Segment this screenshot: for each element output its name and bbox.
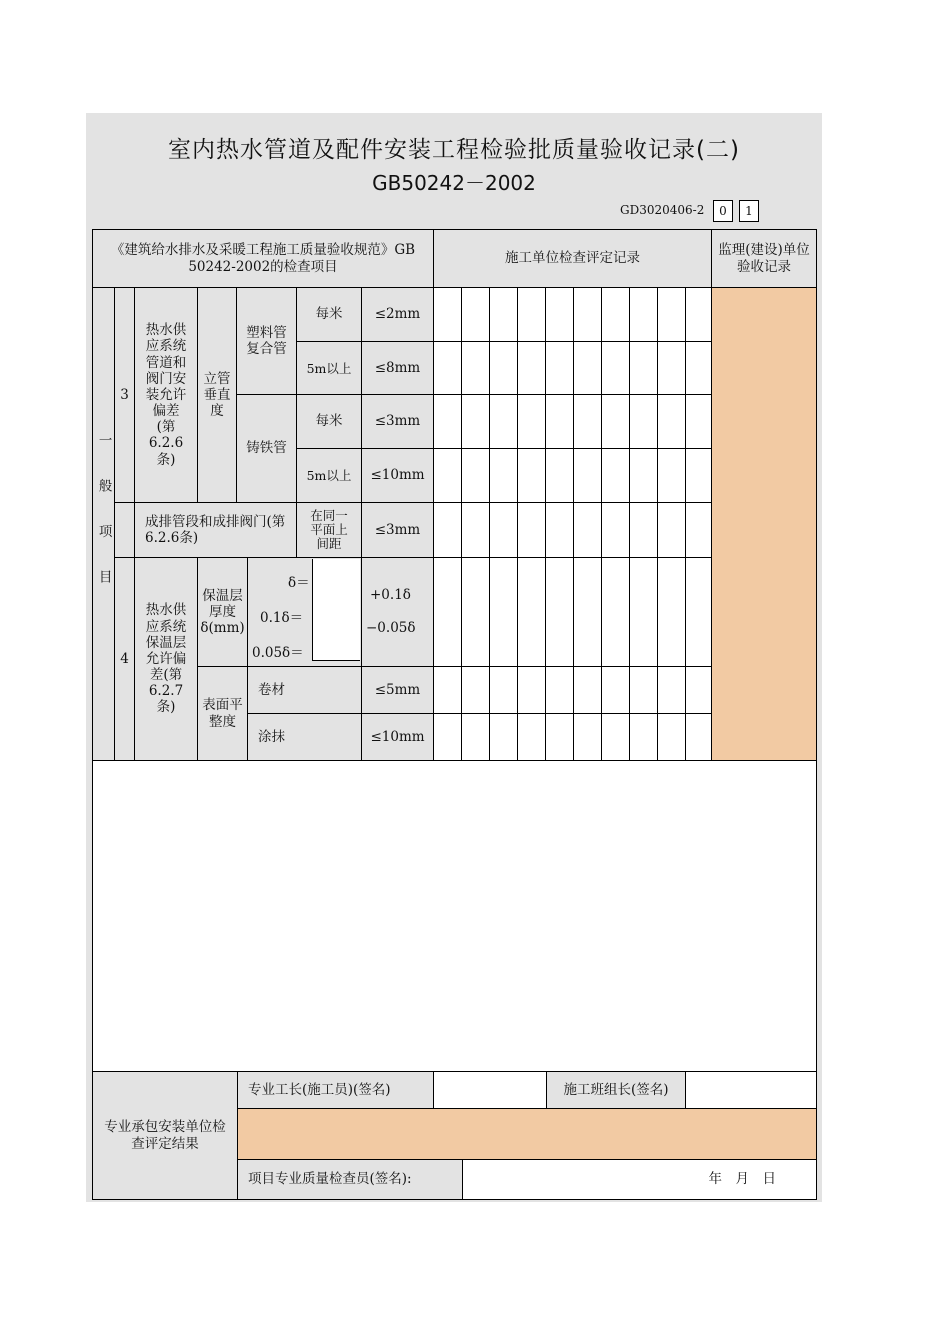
check-cell[interactable] (657, 394, 686, 449)
check-cell[interactable] (517, 713, 546, 762)
item4-name: 热水供应系统保温层允许偏差(第6.2.7条) (134, 557, 198, 761)
paint-coating: 涂抹 (247, 713, 362, 761)
remarks-area[interactable] (92, 760, 817, 1072)
plastic-pipe: 塑料管复合管 (236, 287, 297, 395)
check-cell[interactable] (657, 448, 686, 503)
item3-name: 热水供应系统管道和阀门安装允许偏差(第6.2.6条) (134, 287, 198, 503)
check-cell[interactable] (685, 713, 713, 762)
plastic-over-5m-limit: ≤8mm (361, 341, 434, 395)
cast-per-meter-limit: ≤3mm (361, 394, 434, 449)
check-cell[interactable] (489, 557, 518, 667)
row-pipes-condition: 在同一平面上间距 (296, 502, 362, 558)
check-cell[interactable] (545, 557, 574, 667)
check-cell[interactable] (517, 394, 546, 449)
code-box-2[interactable]: 1 (739, 200, 759, 222)
check-cell[interactable] (629, 394, 658, 449)
delta-input-1[interactable] (312, 559, 360, 593)
check-cell[interactable] (685, 341, 713, 395)
cast-over-5m: 5m以上 (296, 448, 362, 503)
delta-label-1: δ＝ (288, 575, 310, 591)
check-cell[interactable] (517, 502, 546, 558)
check-cell[interactable] (629, 713, 658, 762)
check-cell[interactable] (629, 557, 658, 667)
check-cell[interactable] (517, 448, 546, 503)
check-cell[interactable] (489, 394, 518, 449)
check-cell[interactable] (629, 341, 658, 395)
check-cell[interactable] (685, 394, 713, 449)
check-cell[interactable] (433, 341, 462, 395)
supervision-record[interactable] (711, 287, 817, 761)
check-cell[interactable] (685, 502, 713, 558)
inspector-label: 项目专业质量检查员(签名): (237, 1159, 463, 1200)
date-label: 年 月 日 (708, 1171, 776, 1188)
check-cell[interactable] (573, 287, 602, 342)
check-cell[interactable] (517, 341, 546, 395)
tolerance-plus: +0.1δ (370, 587, 411, 603)
foreman-signature[interactable] (433, 1071, 547, 1109)
check-cell[interactable] (545, 341, 574, 395)
check-cell[interactable] (657, 557, 686, 667)
foreman-label: 专业工长(施工员)(签名) (237, 1071, 434, 1109)
check-cell[interactable] (657, 502, 686, 558)
check-cell[interactable] (601, 394, 630, 449)
insulation-thickness: 保温层厚度δ(mm) (197, 557, 248, 667)
plastic-per-meter-limit: ≤2mm (361, 287, 434, 342)
check-cell[interactable] (657, 666, 686, 714)
check-cell[interactable] (433, 666, 462, 714)
check-cell[interactable] (433, 448, 462, 503)
item4-number: 4 (114, 557, 135, 761)
thickness-tolerance (361, 557, 434, 667)
roll-material: 卷材 (247, 666, 362, 714)
check-cell[interactable] (573, 394, 602, 449)
check-cell[interactable] (489, 448, 518, 503)
check-cell[interactable] (517, 287, 546, 342)
check-cell[interactable] (601, 502, 630, 558)
section-general: 一般项目 (92, 287, 115, 761)
check-cell[interactable] (573, 341, 602, 395)
check-cell[interactable] (461, 448, 490, 503)
check-cell[interactable] (545, 394, 574, 449)
team-leader-signature[interactable] (685, 1071, 817, 1109)
tolerance-minus: −0.05δ (366, 620, 416, 636)
check-cell[interactable] (433, 713, 462, 762)
result-label: 专业承包安装单位检查评定结果 (92, 1071, 238, 1200)
check-cell[interactable] (629, 448, 658, 503)
check-cell[interactable] (461, 394, 490, 449)
check-cell[interactable] (461, 287, 490, 342)
paint-limit: ≤10mm (361, 713, 434, 761)
supervision-column-header: 监理(建设)单位验收记录 (711, 229, 817, 288)
check-cell[interactable] (461, 713, 490, 762)
check-cell[interactable] (545, 502, 574, 558)
plastic-over-5m: 5m以上 (296, 341, 362, 395)
check-cell[interactable] (545, 448, 574, 503)
check-cell[interactable] (461, 341, 490, 395)
check-cell[interactable] (433, 557, 462, 667)
check-cell[interactable] (461, 502, 490, 558)
check-cell[interactable] (545, 713, 574, 762)
check-cell[interactable] (657, 713, 686, 762)
check-cell[interactable] (629, 502, 658, 558)
row-pipes-label: 成排管段和成排阀门(第6.2.6条) (134, 502, 297, 558)
cast-per-meter: 每米 (296, 394, 362, 449)
check-cell[interactable] (517, 557, 546, 667)
cast-iron-pipe: 铸铁管 (236, 394, 297, 503)
check-cell[interactable] (573, 713, 602, 762)
check-cell[interactable] (573, 557, 602, 667)
check-cell[interactable] (573, 502, 602, 558)
delta-input-2[interactable] (312, 592, 360, 627)
result-content[interactable] (237, 1108, 817, 1160)
delta-input-3[interactable] (312, 626, 360, 661)
spec-column-header: 《建筑给水排水及采暖工程施工质量验收规范》GB 50242-2002的检查项目 (92, 229, 434, 288)
check-cell[interactable] (657, 287, 686, 342)
check-cell[interactable] (433, 502, 462, 558)
check-cell[interactable] (685, 287, 713, 342)
check-cell[interactable] (573, 666, 602, 714)
check-cell[interactable] (517, 666, 546, 714)
check-cell[interactable] (489, 502, 518, 558)
check-cell[interactable] (601, 666, 630, 714)
check-cell[interactable] (601, 557, 630, 667)
roll-limit: ≤5mm (361, 666, 434, 714)
check-cell[interactable] (601, 448, 630, 503)
standard-number: GB50242－2002 (372, 171, 536, 195)
check-cell[interactable] (685, 557, 713, 667)
plastic-per-meter: 每米 (296, 287, 362, 342)
check-cell[interactable] (657, 341, 686, 395)
delta-label-3: 0.05δ＝ (252, 645, 304, 661)
page-title: 室内热水管道及配件安装工程检验批质量验收记录(二) (168, 137, 740, 163)
team-leader-label: 施工班组长(签名) (546, 1071, 686, 1109)
code-box-1[interactable]: 0 (713, 200, 733, 222)
surface-flatness: 表面平整度 (197, 666, 248, 761)
check-cell[interactable] (461, 666, 490, 714)
cast-over-5m-limit: ≤10mm (361, 448, 434, 503)
check-cell[interactable] (489, 341, 518, 395)
check-cell[interactable] (433, 394, 462, 449)
construction-column-header: 施工单位检查评定记录 (433, 229, 712, 288)
check-cell[interactable] (629, 666, 658, 714)
check-cell[interactable] (573, 448, 602, 503)
check-cell[interactable] (601, 713, 630, 762)
check-cell[interactable] (685, 448, 713, 503)
check-cell[interactable] (489, 666, 518, 714)
check-cell[interactable] (461, 557, 490, 667)
check-cell[interactable] (489, 287, 518, 342)
check-cell[interactable] (629, 287, 658, 342)
check-cell[interactable] (601, 287, 630, 342)
form-code: GD3020406-2 (620, 203, 705, 217)
inspector-signature[interactable] (462, 1159, 817, 1200)
check-cell[interactable] (545, 666, 574, 714)
check-cell[interactable] (489, 713, 518, 762)
item3-number: 3 (114, 287, 135, 503)
check-cell[interactable] (433, 287, 462, 342)
row-pipes-limit: ≤3mm (361, 502, 434, 558)
delta-label-2: 0.1δ＝ (260, 610, 304, 626)
check-cell[interactable] (545, 287, 574, 342)
check-cell[interactable] (685, 666, 713, 714)
check-cell[interactable] (601, 341, 630, 395)
item3-vertical: 立管垂直度 (197, 287, 237, 503)
